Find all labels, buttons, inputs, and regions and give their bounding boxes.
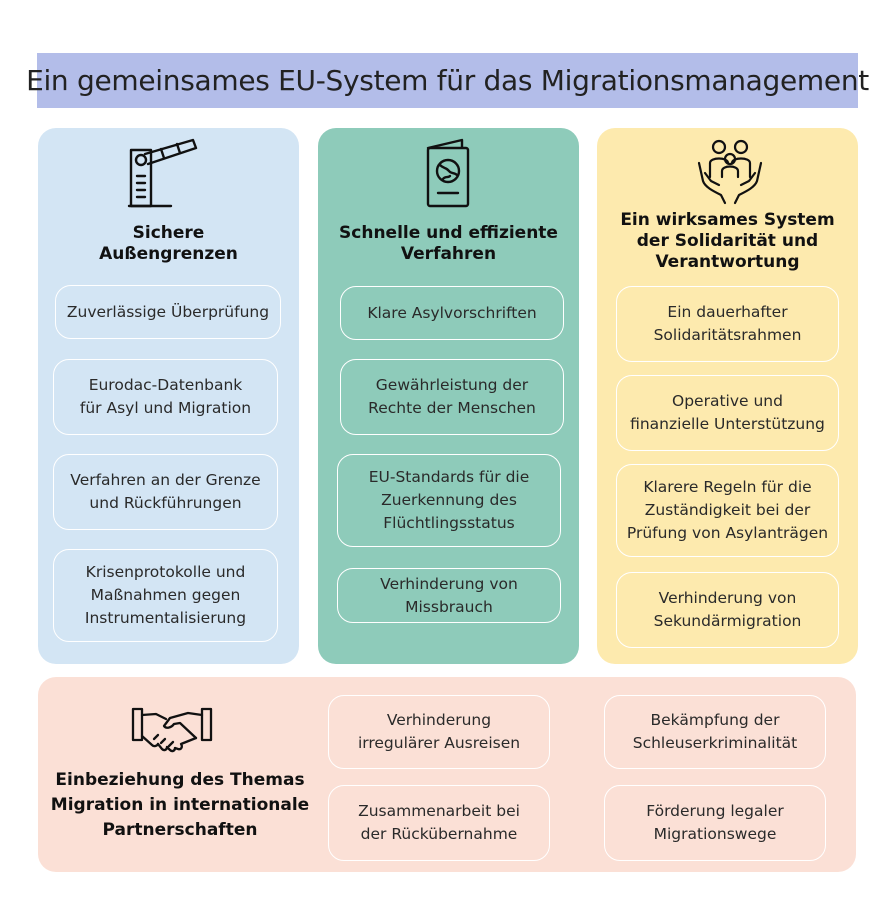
family-in-hands-icon (697, 137, 763, 205)
handshake-icon (130, 704, 214, 754)
pill-item: Zuverlässige Überprüfung (55, 285, 281, 339)
column-heading: Schnelle und effiziente Verfahren (339, 223, 558, 264)
pill-item: Förderung legaler Migrationswege (604, 785, 826, 861)
pill-item: Klarere Regeln für die Zuständigkeit bei der Prüfung von Asylanträgen (616, 464, 839, 557)
pill-item: Krisenprotokolle und Maßnahmen gegen Instrumentalisierung (53, 549, 278, 642)
pill-item: Klare Asylvorschriften (340, 286, 564, 340)
pill-item: Verhinderung von Sekundärmigration (616, 572, 839, 648)
barrier-gate-icon (127, 136, 201, 210)
passport-icon (424, 138, 472, 208)
column-heading: Ein wirksames System der Solidarität und Verantwortung (620, 210, 835, 272)
pill-item: EU-Standards für die Zuerkennung des Flüchtlingsstatus (337, 454, 561, 547)
pill-item: Zusammenarbeit bei der Rückübernahme (328, 785, 550, 861)
page-title: Ein gemeinsames EU-System für das Migrationsmanagement (37, 53, 858, 108)
pill-item: Ein dauerhafter Solidaritätsrahmen (616, 286, 839, 362)
bottom-heading: Einbeziehung des Themas Migration in internationale Partnerschaften (50, 770, 310, 840)
pill-item: Verfahren an der Grenze und Rückführungen (53, 454, 278, 530)
pill-item: Verhinderung von Missbrauch (337, 568, 561, 623)
column-heading: Sichere Außengrenzen (99, 223, 238, 264)
pill-item: Bekämpfung der Schleuserkriminalität (604, 695, 826, 769)
pill-item: Gewährleistung der Rechte der Menschen (340, 359, 564, 435)
pill-item: Operative und finanzielle Unterstützung (616, 375, 839, 451)
pill-item: Eurodac-Datenbank für Asyl und Migration (53, 359, 278, 435)
pill-item: Verhinderung irregulärer Ausreisen (328, 695, 550, 769)
